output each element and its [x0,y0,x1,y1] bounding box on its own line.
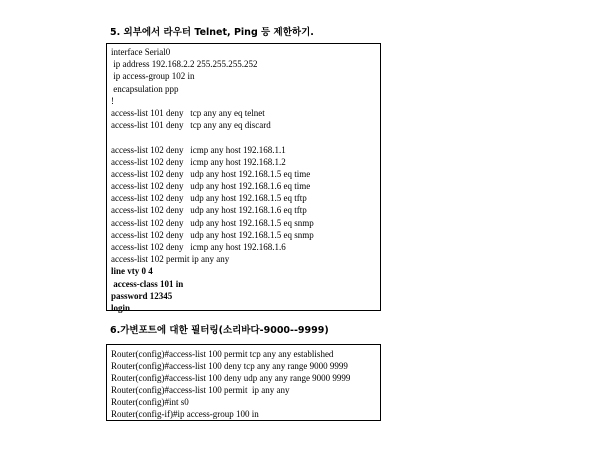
config-line: access-list 102 deny icmp any host 192.168.1.2 [111,156,286,167]
config-line: access-list 102 deny icmp any host 192.168.1.6 [111,242,286,252]
config-line: Router(config)#access-list 100 permit ip any any [111,385,290,395]
config-line: access-list 102 deny udp any host 192.168.1.5 eq time [111,168,311,179]
config-line: ! [111,95,114,106]
config-line: Router(config)#access-list 100 deny tcp any any range 9000 9999 [111,361,348,371]
section-5-heading: 5. 외부에서 라우터 Telnet, Ping 등 제한하기. [110,27,314,38]
config-line: access-list 102 deny icmp any host 192.168.1.1 [111,144,286,155]
config-line: access-list 102 permit ip any any [111,254,230,265]
config-line: access-list 101 deny tcp any any eq discard [111,120,271,131]
config-line: Router(config)#access-list 100 permit tcp any any established [111,349,334,359]
config-line: interface Serial0 [111,47,171,57]
config-line: access-list 101 deny tcp any any eq telnet [111,107,265,118]
config-line: access-list 102 deny udp any host 192.168.1.5 eq snmp [111,217,314,228]
config-line: access-list 102 deny udp any host 192.168.1.5 eq tftp [111,193,307,204]
config-line-bold: login [111,302,131,313]
config-line-bold: line vty 0 4 [111,266,153,277]
config-line: Router(config)#access-list 100 deny udp any any range 9000 9999 [111,373,351,383]
config-line: Router(config-if)#ip access-group 100 in [111,409,259,419]
config-line-bold: access-class 101 in [111,278,184,289]
config-blank-line [111,131,380,143]
config-line: ip access-group 102 in [111,71,195,82]
config-line: access-list 102 deny udp any host 192.168.1.6 eq tftp [111,205,307,216]
config-line: access-list 102 deny udp any host 192.168.1.6 eq time [111,181,311,192]
config-line: access-list 102 deny udp any host 192.168.1.5 eq snmp [111,229,314,240]
config-box-telnet-ping [106,43,381,311]
section-6-heading: 6.가변포트에 대한 필터링(소리바다-9000--9999) [110,325,329,336]
config-line: encapsulation ppp [111,83,179,94]
config-box-port-filter [106,344,381,421]
config-line-bold: password 12345 [111,290,173,301]
config-line: ip address 192.168.2.2 255.255.255.252 [111,59,258,70]
config-line: Router(config)#int s0 [111,397,189,407]
